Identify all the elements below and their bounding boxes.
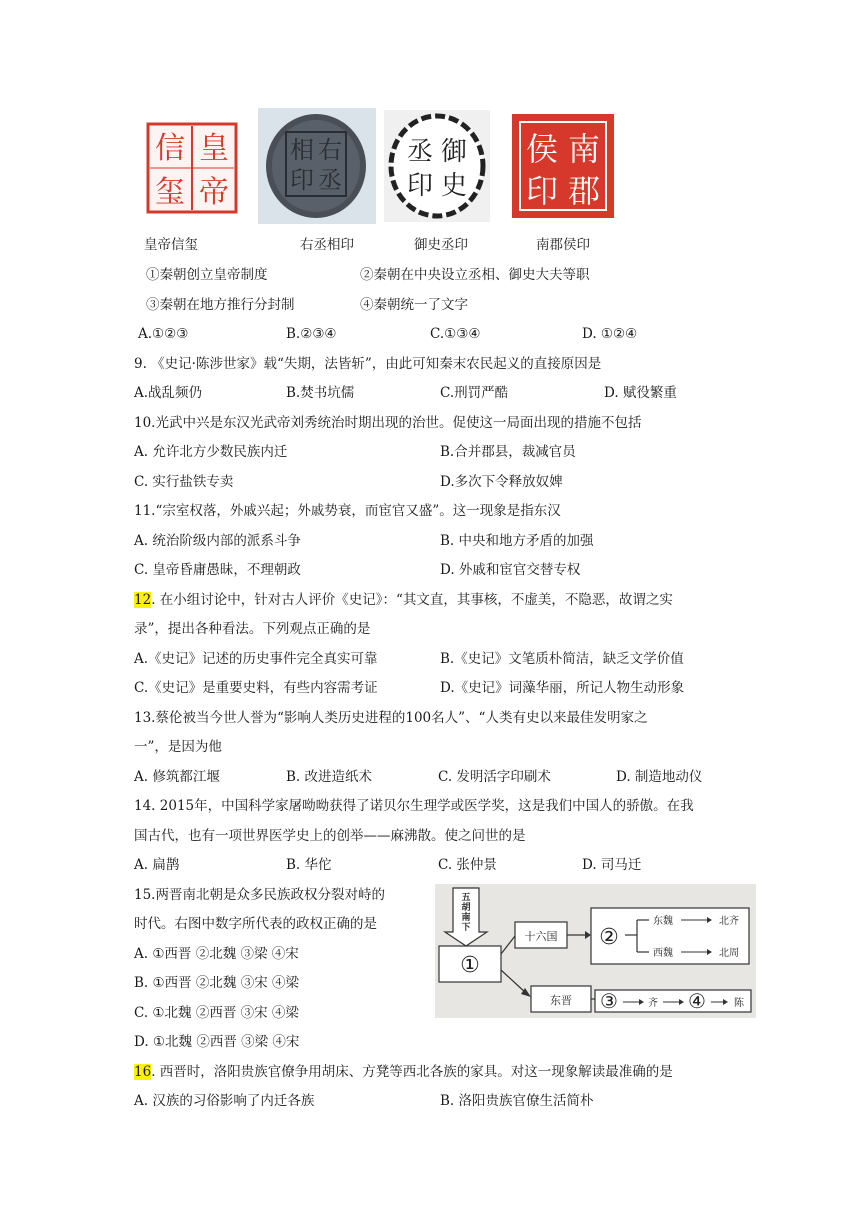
seal-char: 皇 [199,131,229,166]
diagram-arrow-char: 五 [461,893,471,903]
q9-stem: 9. 《史记·陈涉世家》载“失期，法皆斩”，由此可知秦末农民起义的直接原因是 [134,356,602,372]
q12-option-b: B.《史记》文笔质朴简洁，缺乏文学价值 [440,651,684,667]
seal-char: 玺 [155,175,185,210]
diagram-num-1: ① [460,953,480,978]
q14-stem-line-1: 14. 2015年，中国科学家屠呦呦获得了诺贝尔生理学或医学奖，这是我们中国人的骄傲。在我 [134,798,694,814]
diagram-arrow-char: 南 [461,913,471,923]
q16-stem-text: . 西晋时，洛阳贵族官僚争用胡床、方凳等西北各族的家具。对这一现象解读最准确的是 [151,1064,673,1080]
diagram-north-zhou: 北周 [719,948,739,959]
q11-option-d: D. 外戚和宦官交替专权 [440,562,581,578]
q10-option-a: A. 允许北方少数民族内迁 [134,444,288,460]
q10-option-d: D.多次下令释放奴婢 [440,474,563,490]
q8-statement-3: ③秦朝在地方推行分封制 [146,297,295,313]
q12-option-c: C.《史记》是重要史料，有些内容需考证 [134,680,378,696]
q8-option-c: C.①③④ [430,326,481,342]
q10-option-c: C. 实行盐铁专卖 [134,474,234,490]
q11-option-b: B. 中央和地方矛盾的加强 [440,533,594,549]
q8-option-d: D. ①②④ [582,326,638,342]
q13-stem-line-2: 一”，是因为他 [134,739,222,755]
q12-option-d: D.《史记》词藻华丽，所记人物生动形象 [440,680,685,696]
seal-caption-2: 右丞相印 [300,237,354,253]
seal-nanjun-houyin [512,114,614,218]
diagram-arrow-char: 胡 [461,903,471,913]
diagram-num-3: ③ [600,989,618,1013]
diagram-num-4: ④ [688,989,706,1013]
q8-statement-4: ④秦朝统一了文字 [360,297,468,313]
q14-option-a: A. 扁鹊 [134,857,180,873]
seal-caption-4: 南郡侯印 [536,237,590,253]
svg-text:郡: 郡 [567,172,601,210]
q15-option-c: C. ①北魏 ②西晋 ③宋 ④梁 [134,1005,299,1021]
q13-option-a: A. 修筑都江堰 [134,769,220,785]
q16-stem [134,1063,673,1081]
diagram-west-wei: 西魏 [653,948,673,959]
seal-char: 帝 [199,175,229,210]
q8-option-b: B.②③④ [286,326,337,342]
seal-huangdi-xinxi [146,122,238,214]
seal-caption-3: 御史丞印 [414,237,468,253]
q15-option-a: A. ①西晋 ②北魏 ③梁 ④宋 [134,946,299,962]
q13-option-b: B. 改进造纸术 [286,769,373,785]
q12-stem-line-2: 录”，提出各种看法。下列观点正确的是 [134,621,371,637]
svg-text:侯: 侯 [525,130,559,168]
seal-char: 信 [155,131,185,166]
svg-text:丞: 丞 [318,166,342,194]
q11-option-a: A. 统治阶级内部的派系斗争 [134,533,301,549]
diagram-qi: 齐 [648,998,658,1009]
q14-option-d: D. 司马迁 [582,857,642,873]
q11-option-c: C. 皇帝昏庸愚昧，不理朝政 [134,562,301,578]
q12-number-highlight: 12 [134,592,152,608]
q9-option-d: D. 赋役繁重 [604,385,677,401]
q13-option-c: C. 发明活字印刷术 [438,769,551,785]
diagram-east-jin: 东晋 [550,994,572,1007]
q10-option-b: B.合并郡县，裁减官员 [440,444,576,460]
q9-option-a: A.战乱频仍 [134,385,203,401]
q14-stem-line-2: 国古代，也有一项世界医学史上的创举——麻沸散。使之问世的是 [134,828,526,844]
q15-stem-line-1: 15.两晋南北朝是众多民族政权分裂对峙的 [134,887,385,903]
q12-stem-line-1 [134,591,673,609]
svg-text:印: 印 [406,171,434,201]
diagram-north-qi: 北齐 [719,916,739,927]
svg-text:御: 御 [440,137,468,167]
q16-number-highlight: 16 [134,1064,152,1080]
q10-stem: 10.光武中兴是东汉光武帝刘秀统治时期出现的治世。促使这一局面出现的措施不包括 [134,415,642,431]
q8-statement-2: ②秦朝在中央设立丞相、御史大夫等职 [360,267,590,283]
q13-stem-line-1: 13.蔡伦被当今世人誉为“影响人类历史进程的100名人”、“人类有史以来最佳发明家之 [134,710,648,726]
q11-stem: 11.“宗室权落，外戚兴起；外戚势衰，而宦官又盛”。这一现象是指东汉 [134,503,561,519]
q16-option-a: A. 汉族的习俗影响了内迁各族 [134,1093,315,1109]
diagram-arrow-label [461,892,470,933]
q9-option-c: C.刑罚严酷 [440,385,509,401]
q8-statement-1: ①秦朝创立皇帝制度 [146,267,268,283]
svg-text:丞: 丞 [406,137,434,167]
seal-caption-1: 皇帝信玺 [144,237,198,253]
seal-yushi-chengyin [384,110,490,222]
svg-text:相: 相 [290,136,314,164]
q15-option-d: D. ①北魏 ②西晋 ③梁 ④宋 [134,1034,300,1050]
diagram-chen: 陈 [734,998,744,1009]
q16-option-b: B. 洛阳贵族官僚生活简朴 [440,1093,594,1109]
diagram-east-wei: 东魏 [653,916,673,927]
q14-option-b: B. 华佗 [286,857,332,873]
svg-text:史: 史 [440,171,468,201]
seal-you-chengxiang [258,108,376,224]
svg-text:印: 印 [290,166,314,194]
diagram-num-2: ② [599,925,619,950]
q9-option-b: B.焚书坑儒 [286,385,355,401]
q12-stem-text: . 在小组讨论中，针对古人评价《史记》：“其文直，其事核，不虚美，不隐恶，故谓之实 [151,592,673,608]
svg-text:右: 右 [318,136,342,164]
q12-option-a: A.《史记》记述的历史事件完全真实可靠 [134,651,378,667]
q15-regime-diagram [435,884,756,1018]
svg-text:南: 南 [567,130,601,168]
q15-stem-line-2: 时代。右图中数字所代表的政权正确的是 [134,916,377,932]
diagram-sixteen-kingdoms: 十六国 [524,930,558,943]
diagram-arrow-char: 下 [461,923,471,933]
q15-option-b: B. ①西晋 ②北魏 ③宋 ④梁 [134,975,299,991]
q14-option-c: C. 张仲景 [438,857,497,873]
svg-text:印: 印 [525,172,559,210]
q13-option-d: D. 制造地动仪 [616,769,703,785]
q8-option-a: A.①②③ [138,326,189,342]
